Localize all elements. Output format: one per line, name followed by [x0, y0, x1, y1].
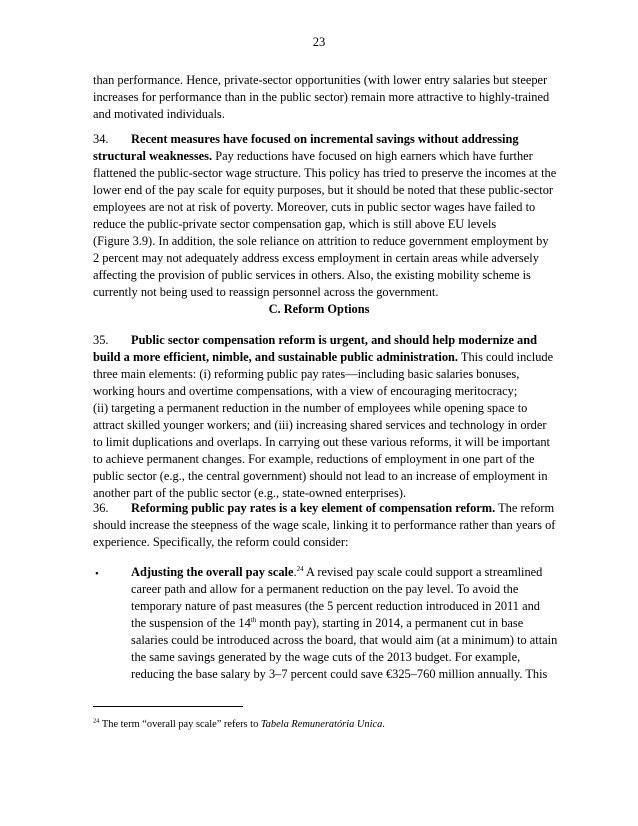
page-number: 23 [312, 35, 326, 49]
text-run: Pay reductions have focused on high earners which have further [212, 149, 533, 163]
bold-lead: Adjusting the overall pay scale [131, 565, 294, 579]
text-line: flattened the public-sector wage structure. This policy has tried to preserve the incomes at the [93, 166, 557, 180]
text-line: temporary nature of past measures (the 5 percent reduction introduced in 2011 and [131, 599, 540, 613]
text-line: (ii) targeting a permanent reduction in the number of employees while opening space to [93, 401, 528, 415]
text-line: to achieve permanent changes. For example, reductions of employment in one part of the [93, 452, 535, 466]
text-line: the same savings generated by the wage cuts of the 2013 budget. For example, [131, 650, 521, 664]
text-line: currently not being used to reassign personnel across the government. [93, 285, 439, 299]
bold-period: . [293, 565, 297, 579]
text-run: A revised pay scale could support a streamlined [303, 565, 543, 579]
text-run: month pay), starting in 2014, a permanent cut in base [256, 616, 524, 630]
text-line: 2 percent may not adequately address excess employment in certain areas while adversely [93, 251, 539, 265]
text-line: affecting the provision of public services in others. Also, the existing mobility scheme is [93, 268, 531, 282]
bullet-lead-line [131, 564, 571, 581]
paragraph-lead-line [93, 131, 563, 148]
text-line: to limit duplications and overlaps. In carrying out these various reforms, it will be important [93, 435, 550, 449]
text-run: This could include [458, 350, 554, 364]
text-line: than performance. Hence, private-sector opportunities (with lower entry salaries but steeper [93, 73, 548, 87]
paragraph-35 [93, 332, 563, 502]
footnote-reference[interactable]: 24 [296, 564, 304, 573]
paragraph-number: 34. [93, 132, 109, 146]
footnote [93, 716, 385, 733]
paragraph-lead-line [93, 332, 563, 349]
footnote-number: 24 [93, 717, 100, 725]
text-run: the suspension of the 14 [131, 616, 251, 630]
text-line [131, 615, 571, 632]
paragraph-34 [93, 131, 563, 301]
paragraph-number: 35. [93, 333, 109, 347]
text-line: public sector (e.g., the central government) should not lead to an increase of employment in [93, 469, 548, 483]
text-line [93, 148, 563, 165]
text-line: reduce the public-private sector compensation gap, which is still above EU levels [93, 217, 497, 231]
footnote-italic-text: Tabela Remuneratória Unica [260, 719, 383, 730]
text-line: should increase the steepness of the wage scale, linking it to performance rather than years of [93, 518, 556, 532]
superscript: th [250, 615, 257, 624]
footnote-text: The term “overall pay scale” refers to [99, 719, 261, 730]
section-heading: C. Reform Options [268, 302, 370, 316]
text-line: increases for performance than in the public sector) remain more attractive to highly-trained [93, 90, 550, 104]
text-line: experience. Specifically, the reform could consider: [93, 535, 349, 549]
text-line: three main elements: (i) reforming public pay rates—including basic salaries bonuses, [93, 367, 520, 381]
text-line [93, 349, 563, 366]
text-line: reducing the base salary by 3–7 percent could save €325–760 million annually. This [131, 667, 548, 681]
text-line: attract skilled younger workers; and (iii) increasing shared services and technology in order [93, 418, 547, 432]
footnote-text-end: . [382, 719, 385, 730]
paragraph-lead-line [93, 500, 563, 517]
bold-lead: Public sector compensation reform is urgent, and should help modernize and [131, 333, 538, 347]
bold-lead: Reforming public pay rates is a key element of compensation reform. [131, 501, 496, 515]
footnote-divider [93, 706, 243, 707]
text-line: working hours and overtime compensations, with a view of encouraging meritocracy; [93, 384, 518, 398]
bullet-icon: • [95, 568, 99, 580]
bold-lead-continued: structural weaknesses. [93, 149, 213, 163]
text-line: career path and allow for a permanent reduction on the pay level. To avoid the [131, 582, 519, 596]
text-run: The reform [495, 501, 555, 515]
text-line: another part of the public sector (e.g., state-owned enterprises). [93, 486, 407, 500]
text-line: (Figure 3.9). In addition, the sole reliance on attrition to reduce government employment by [93, 234, 549, 248]
paragraph-36 [93, 500, 563, 551]
bold-lead: Recent measures have focused on incremental savings without addressing [131, 132, 519, 146]
text-line: salaries could be introduced across the board, that would aim (at a minimum) to attain [131, 633, 558, 647]
text-line: lower end of the pay scale for equity purposes, but it should be noted that these public-sector [93, 183, 554, 197]
bullet-item [131, 564, 571, 683]
text-line: employees are not at risk of poverty. Moreover, cuts in public sector wages have failed to [93, 200, 536, 214]
text-line: and motivated individuals. [93, 107, 225, 121]
bold-lead-continued: build a more efficient, nimble, and sustainable public administration. [93, 350, 458, 364]
paragraph-number: 36. [93, 501, 109, 515]
paragraph-intro [93, 72, 563, 123]
